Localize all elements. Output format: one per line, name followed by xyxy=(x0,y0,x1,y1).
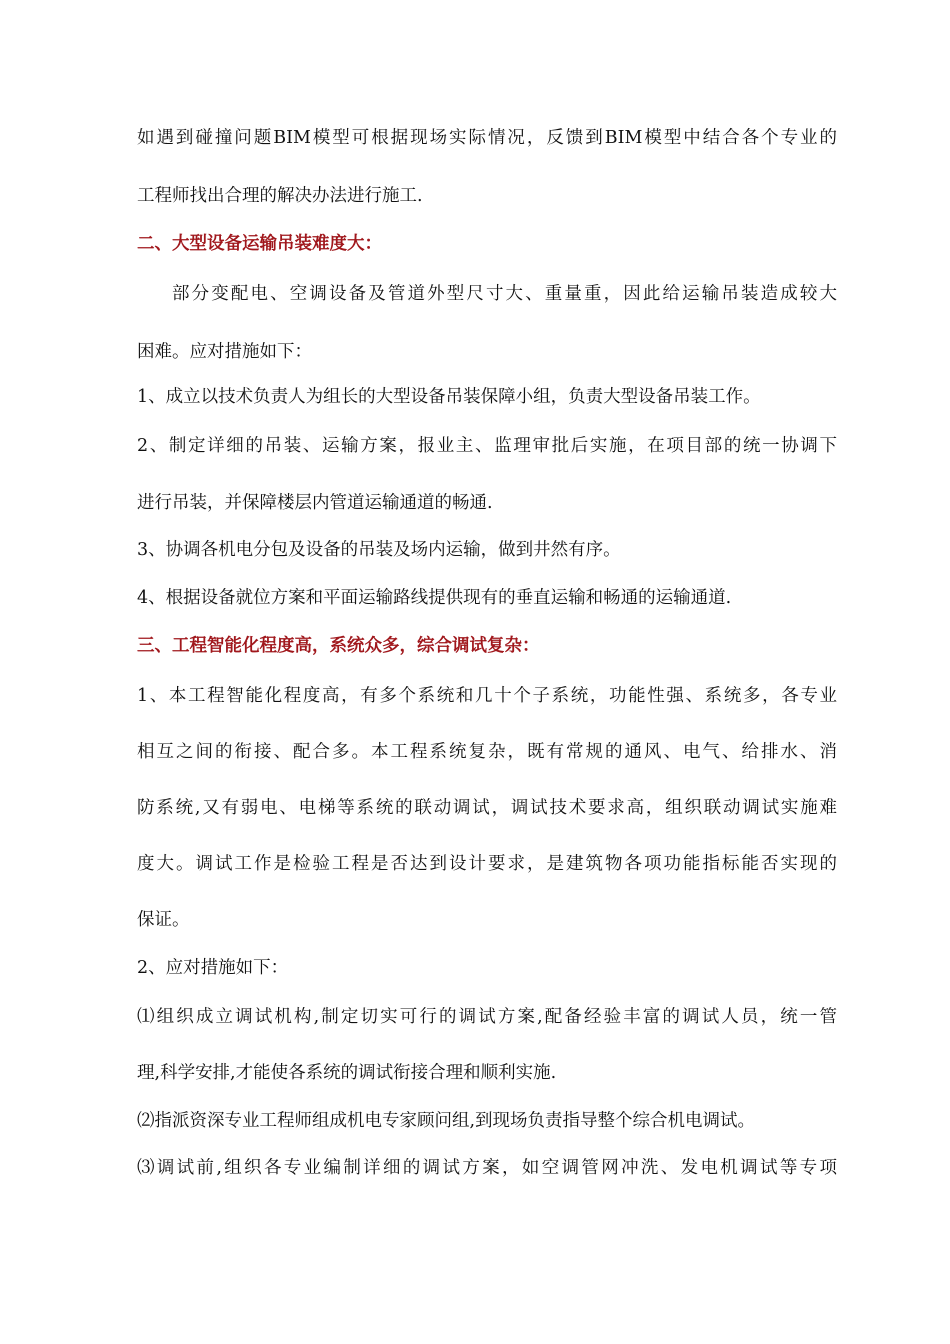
body-line: 工程师找出合理的解决办法进行施工. xyxy=(137,186,423,206)
section-heading: 三、工程智能化程度高，系统众多，综合调试复杂： xyxy=(137,636,540,656)
body-line: 相互之间的衔接、配合多。本工程系统复杂，既有常规的通风、电气、给排水、消 xyxy=(137,742,837,762)
section-heading: 二、大型设备运输吊装难度大： xyxy=(137,234,382,254)
list-item: 2、应对措施如下： xyxy=(137,958,289,978)
list-item: 1、成立以技术负责人为组长的大型设备吊装保障小组，负责大型设备吊装工作。 xyxy=(137,387,761,407)
list-item: ⑴组织成立调试机构,制定切实可行的调试方案,配备经验丰富的调试人员，统一管 xyxy=(137,1007,837,1027)
list-item: 3、协调各机电分包及设备的吊装及场内运输，做到井然有序。 xyxy=(137,540,621,560)
body-line: 防系统,又有弱电、电梯等系统的联动调试，调试技术要求高，组织联动调试实施难 xyxy=(137,798,837,818)
body-line: 部分变配电、空调设备及管道外型尺寸大、重量重，因此给运输吊装造成较大 xyxy=(172,284,837,304)
body-line: 保证。 xyxy=(137,910,190,930)
body-line: 困难。应对措施如下： xyxy=(137,342,312,362)
list-item: ⑵指派资深专业工程师组成机电专家顾问组,到现场负责指导整个综合机电调试。 xyxy=(137,1111,756,1131)
list-item: 2、制定详细的吊装、运输方案，报业主、监理审批后实施，在项目部的统一协调下 xyxy=(137,436,837,456)
list-item: ⑶调试前,组织各专业编制详细的调试方案，如空调管网冲洗、发电机调试等专项 xyxy=(137,1158,837,1178)
body-line: 如遇到碰撞问题BIM模型可根据现场实际情况，反馈到BIM模型中结合各个专业的 xyxy=(137,128,837,148)
list-item: 1、本工程智能化程度高，有多个系统和几十个子系统，功能性强、系统多，各专业 xyxy=(137,686,837,706)
body-line: 进行吊装，并保障楼层内管道运输通道的畅通. xyxy=(137,493,493,513)
body-line: 度大。调试工作是检验工程是否达到设计要求，是建筑物各项功能指标能否实现的 xyxy=(137,854,837,874)
body-line: 理,科学安排,才能使各系统的调试衔接合理和顺利实施. xyxy=(137,1063,557,1083)
list-item: 4、根据设备就位方案和平面运输路线提供现有的垂直运输和畅通的运输通道. xyxy=(137,588,732,608)
